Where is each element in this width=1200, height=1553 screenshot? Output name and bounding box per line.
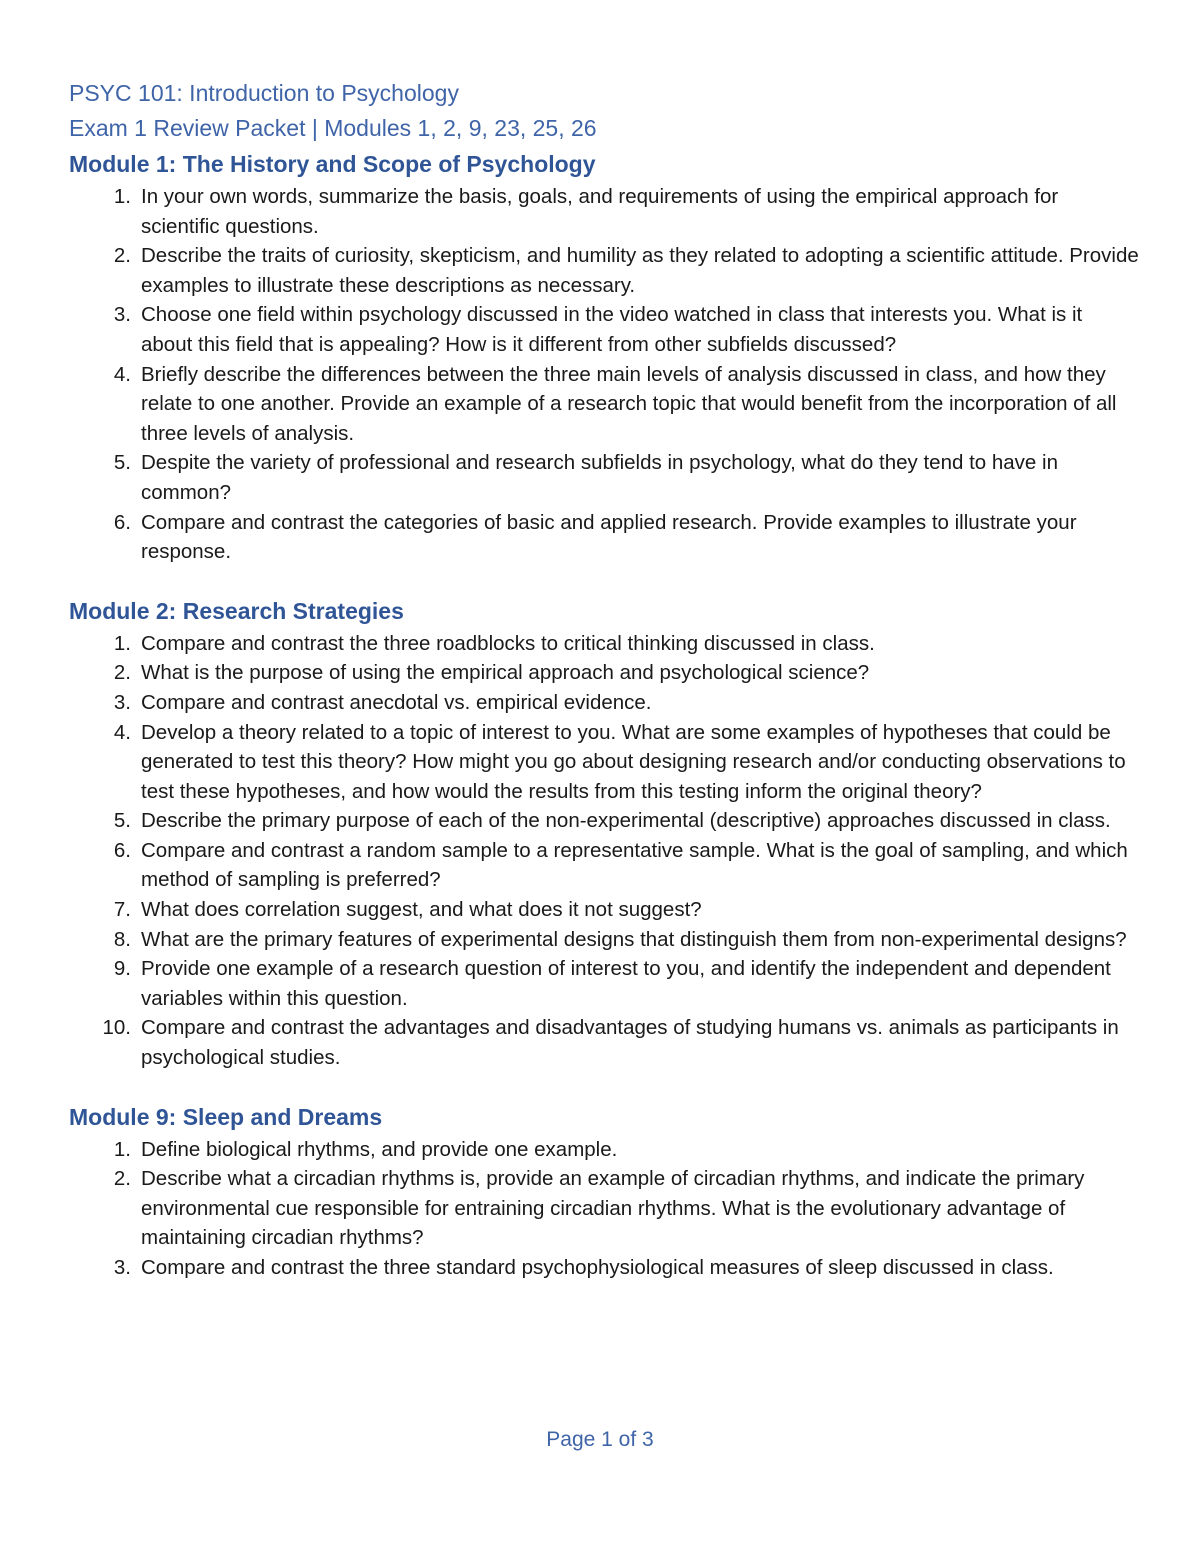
question-number: 9. <box>113 957 131 981</box>
question-text: Briefly describe the differences between the three main levels of analysis discussed in class, and how they relate to one another. Provide an example of a research topic that would benefit from the incorporation of all three levels of analysis. <box>141 362 1117 445</box>
packet-subtitle: Exam 1 Review Packet | Modules 1, 2, 9, 23, 25, 26 <box>69 115 597 141</box>
question-item <box>69 836 1139 895</box>
question-text: Choose one field within psychology discussed in the video watched in class that interests you. What is it about this field that is appealing? How is it different from other subfields discussed? <box>141 303 1083 356</box>
question-number: 3. <box>113 1256 131 1279</box>
question-number: 4. <box>113 362 131 386</box>
question-number: 5. <box>113 451 131 475</box>
question-number: 4. <box>113 720 131 744</box>
question-text: Provide one example of a research question of interest to you, and identify the independent and dependent variables within this question. <box>141 957 1111 1010</box>
question-number: 3. <box>113 690 131 714</box>
question-number: 1. <box>113 1137 131 1161</box>
question-item <box>69 954 1139 1013</box>
question-item <box>69 1013 1139 1072</box>
module-1-question-list <box>69 182 1139 567</box>
question-number: 1. <box>113 631 131 655</box>
question-item <box>69 925 1139 955</box>
question-text: Describe the primary purpose of each of the non-experimental (descriptive) approaches discussed in class. <box>141 809 1111 833</box>
question-text: Despite the variety of professional and research subfields in psychology, what do they tend to have in common? <box>141 451 1058 504</box>
module-9-heading: Module 9: Sleep and Dreams <box>69 1103 383 1130</box>
question-text: Compare and contrast a random sample to a representative sample. What is the goal of sampling, and which method of sampling is preferred? <box>141 838 1128 892</box>
page-number-footer: Page 1 of 3 <box>546 1428 654 1451</box>
question-text: What are the primary features of experimental designs that distinguish them from non-experimental designs? <box>141 927 1127 951</box>
question-text: Compare and contrast the advantages and disadvantages of studying humans vs. animals as participants in psychological studies. <box>141 1016 1119 1070</box>
question-number: 6. <box>113 510 131 534</box>
question-number: 7. <box>113 898 131 922</box>
question-text: In your own words, summarize the basis, goals, and requirements of using the empirical approach for scientific questions. <box>141 185 1059 238</box>
module-2-question-list <box>69 629 1139 1073</box>
question-item <box>69 360 1139 449</box>
question-text: Compare and contrast the categories of basic and applied research. Provide examples to illustrate your response. <box>141 510 1077 564</box>
module-9-question-list <box>69 1135 1139 1283</box>
module-2-heading: Module 2: Research Strategies <box>69 597 404 624</box>
question-text: Compare and contrast the three standard psychophysiological measures of sleep discussed in class. <box>141 1256 1054 1279</box>
question-item <box>69 448 1139 507</box>
course-title: PSYC 101: Introduction to Psychology <box>69 80 459 106</box>
question-number: 5. <box>113 809 131 833</box>
question-item <box>69 629 1139 659</box>
question-item <box>69 895 1139 925</box>
question-text: Describe what a circadian rhythms is, provide an example of circadian rhythms, and indicate the primary environmental cue responsible for entraining circadian rhythms. What is the evolutionary advantage of maintaining circadian rhythms? <box>141 1167 1085 1250</box>
question-number: 3. <box>113 303 131 327</box>
document-page <box>69 76 1139 1283</box>
question-item <box>69 1253 1139 1283</box>
question-item <box>69 1164 1139 1253</box>
question-number: 1. <box>113 185 131 208</box>
question-item <box>69 241 1139 300</box>
question-item <box>69 182 1139 241</box>
question-number: 2. <box>113 661 131 685</box>
question-item <box>69 806 1139 836</box>
module-9-section <box>69 1099 1139 1283</box>
question-number: 10. <box>102 1016 131 1040</box>
question-text: What does correlation suggest, and what does it not suggest? <box>141 898 702 922</box>
question-text: Compare and contrast anecdotal vs. empirical evidence. <box>141 690 652 714</box>
question-text: Develop a theory related to a topic of interest to you. What are some examples of hypotheses that could be generated to test this theory? How might you go about designing research and/or conducting observations to test these hypotheses, and how would the results from this testing inform the original theory? <box>141 720 1126 803</box>
question-item <box>69 508 1139 567</box>
module-1-section <box>69 146 1139 567</box>
question-text: Compare and contrast the three roadblocks to critical thinking discussed in class. <box>141 631 875 655</box>
question-number: 2. <box>113 1167 131 1191</box>
module-2-section <box>69 593 1139 1073</box>
question-text: Describe the traits of curiosity, skepticism, and humility as they related to adopting a scientific attitude. Provide examples to illustrate these descriptions as necessary. <box>141 244 1139 297</box>
question-number: 6. <box>113 838 131 862</box>
question-item <box>69 688 1139 718</box>
question-item <box>69 658 1139 688</box>
question-item <box>69 300 1139 359</box>
question-text: What is the purpose of using the empirical approach and psychological science? <box>141 661 870 685</box>
question-item <box>69 718 1139 807</box>
question-text: Define biological rhythms, and provide one example. <box>141 1137 618 1161</box>
question-item <box>69 1135 1139 1165</box>
question-number: 2. <box>113 244 131 268</box>
module-1-heading: Module 1: The History and Scope of Psychology <box>69 151 596 177</box>
question-number: 8. <box>113 927 131 951</box>
